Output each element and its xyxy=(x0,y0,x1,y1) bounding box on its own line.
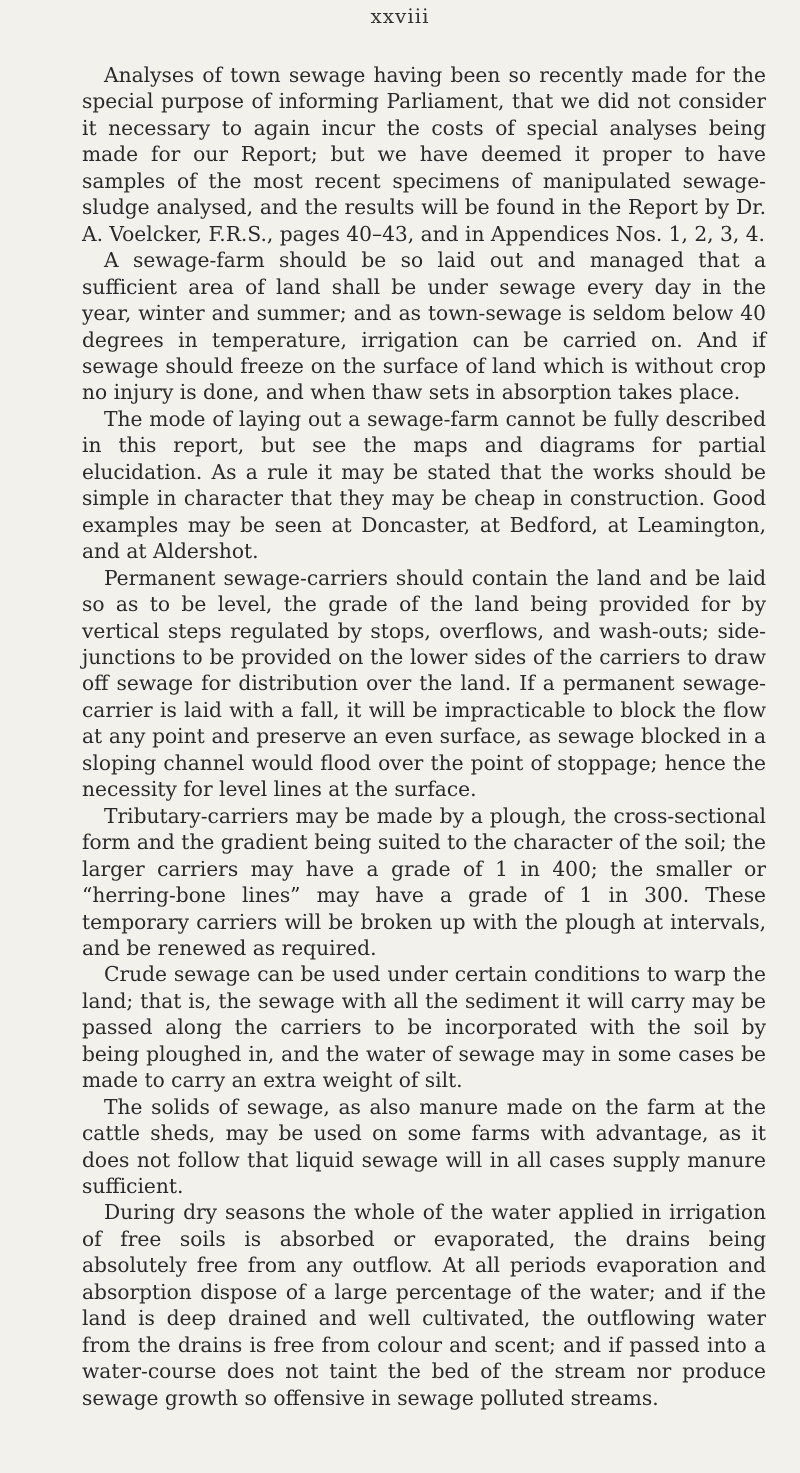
paragraph-solids-of-sewage: The solids of sewage, as also manure made on the farm at the cattle sheds, may be used on some farms with advantage, as it does not follow that liquid sewage will in all cases supply manure sufficient. xyxy=(82,1094,766,1199)
page-number: xxviii xyxy=(370,4,430,28)
paragraph-analyses: Analyses of town sewage having been so recently made for the special purpose of informing Parliament, that we did not consider it necessary to again incur the costs of special analyses being made for our Report; but we have deemed it proper to have samples of the most recent specimens of manipulated sewage-sludge analysed, and the results will be found in the Report by Dr. A. Voelcker, F.R.S., pages 40–43, and in Appendices Nos. 1, 2, 3, 4. xyxy=(82,63,766,246)
paragraph-crude-sewage: Crude sewage can be used under certain conditions to warp the land; that is, the sewage with all the sediment it will carry may be passed along the carriers to be incorporated with the soil by being ploughed in, and the water of sewage may in some cases be made to carry an extra weight of silt. xyxy=(82,962,766,1093)
body-text xyxy=(82,62,766,1411)
paragraph-tributary-carriers: Tributary-carriers may be made by a plough, the cross-sectional form and the gradient being suited to the character of the soil; the larger carriers may have a grade of 1 in 400; the smaller or “herring-bone lines” may have a grade of 1 in 300. These temporary carriers will be broken up with the plough at intervals, and be renewed as required. xyxy=(82,803,766,960)
paragraph-mode-of-laying-out: The mode of laying out a sewage-farm cannot be fully described in this report, but see the maps and diagrams for partial elucidation. As a rule it may be stated that the works should be simple in character that they may be cheap in construction. Good examples may be seen at Doncaster, at Bedford, at Leamington, and at Aldershot. xyxy=(82,406,766,564)
paragraph-permanent-carriers: Permanent sewage-carriers should contain the land and be laid so as to be level, the grade of the land being provided for by vertical steps regulated by stops, overflows, and wash-outs; side-junctions to be provided on the lower sides of the carriers to draw off sewage for distribution over the land. If a permanent sewage-carrier is laid with a fall, it will be impracticable to block the flow at any point and preserve an even surface, as sewage blocked in a sloping channel would flood over the point of stoppage; hence the necessity for level lines at the surface. xyxy=(82,565,766,802)
paragraph-sewage-farm: A sewage-farm should be so laid out and managed that a sufficient area of land shall be under sewage every day in the year, winter and summer; and as town-sewage is seldom below 40 degrees in temperature, irrigation can be carried on. And if sewage should freeze on the surface of land which is without crop no injury is done, and when thaw sets in absorption takes place. xyxy=(82,248,766,405)
paragraph-dry-seasons: During dry seasons the whole of the water applied in irrigation of free soils is absorbed or evaporated, the drains being absolutely free from any outflow. At all periods evaporation and absorption dispose of a large percentage of the water; and if the land is deep drained and well cultivated, the outflowing water from the drains is free from colour and scent; and if passed into a water-course does not taint the bed of the stream nor produce sewage growth so offensive in sewage polluted streams. xyxy=(82,1200,766,1410)
